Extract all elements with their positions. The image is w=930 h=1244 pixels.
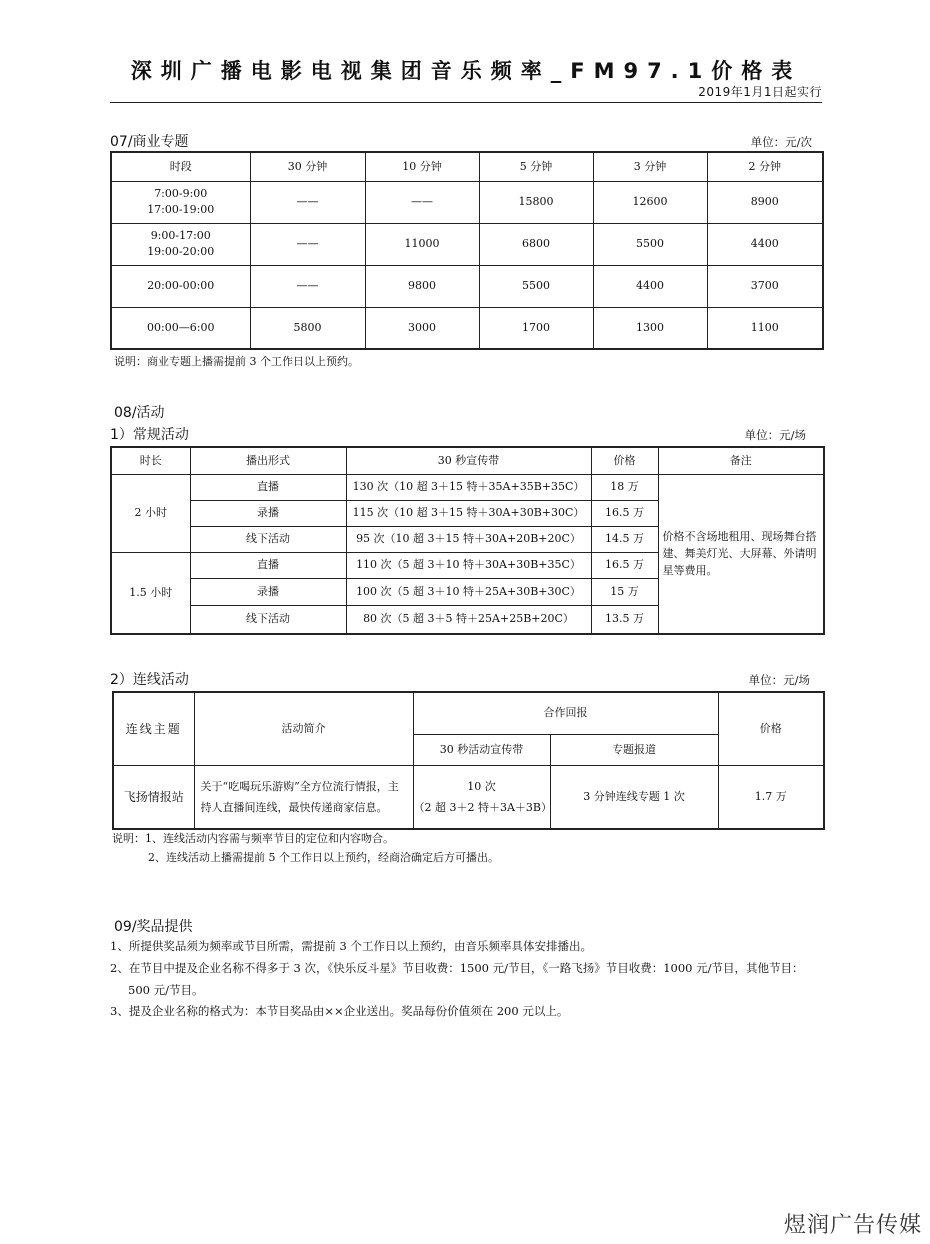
column-header: 10 分钟 bbox=[365, 152, 479, 181]
price-cell: 11000 bbox=[365, 223, 479, 265]
broadcast-form-cell: 线下活动 bbox=[190, 526, 346, 552]
column-header: 30 分钟 bbox=[250, 152, 365, 181]
effective-date: 2019年1月1日起实行 bbox=[698, 85, 822, 99]
price-cell: —— bbox=[250, 181, 365, 223]
price-cell: 1100 bbox=[707, 307, 823, 349]
promo-cell: 130 次（10 超 3＋15 特＋35A+35B+35C） bbox=[346, 474, 591, 500]
report-cell: 3 分钟连线专题 1 次 bbox=[550, 765, 718, 829]
price-cell: —— bbox=[250, 223, 365, 265]
column-header: 时长 bbox=[111, 447, 190, 474]
broadcast-form-cell: 录播 bbox=[190, 500, 346, 526]
duration-cell: 2 小时 bbox=[111, 474, 190, 552]
page-title: 深圳广播电影电视集团音乐频率_FM97.1价格表 bbox=[130, 59, 802, 83]
linkup-activity-table bbox=[112, 691, 825, 830]
price-cell: 14.5 万 bbox=[591, 526, 658, 552]
promo-cell: 80 次（5 超 3＋5 特＋25A+25B+20C） bbox=[346, 605, 591, 634]
table-row bbox=[113, 765, 824, 829]
price-cell: 5800 bbox=[250, 307, 365, 349]
price-cell: 15800 bbox=[479, 181, 593, 223]
linkup-activity-heading: 2）连线活动 bbox=[110, 672, 189, 688]
promo-cell: 110 次（5 超 3＋10 特＋30A+30B+35C） bbox=[346, 552, 591, 578]
promo-cell: 10 次 （2 超 3＋2 特＋3A＋3B） bbox=[413, 765, 550, 829]
time-slot-cell: 20:00-00:00 bbox=[111, 265, 250, 307]
table-row bbox=[111, 474, 824, 500]
column-header: 5 分钟 bbox=[479, 152, 593, 181]
price-cell: 1700 bbox=[479, 307, 593, 349]
price-cell: 5500 bbox=[479, 265, 593, 307]
price-cell: 3700 bbox=[707, 265, 823, 307]
price-cell: 8900 bbox=[707, 181, 823, 223]
promo-cell: 100 次（5 超 3＋10 特＋25A+30B+30C） bbox=[346, 578, 591, 605]
promo-cell: 95 次（10 超 3＋15 特＋30A+20B+20C） bbox=[346, 526, 591, 552]
price-cell: —— bbox=[365, 181, 479, 223]
time-slot-cell: 9:00-17:00 19:00-20:00 bbox=[111, 223, 250, 265]
price-cell: 18 万 bbox=[591, 474, 658, 500]
linkup-activity-unit: 单位：元/场 bbox=[748, 673, 810, 687]
column-header: 3 分钟 bbox=[593, 152, 707, 181]
time-slot-cell: 00:00—6:00 bbox=[111, 307, 250, 349]
column-header-theme: 连线主题 bbox=[113, 692, 194, 765]
price-cell: —— bbox=[250, 265, 365, 307]
intro-cell: 关于“吃喝玩乐游购”全方位流行情报，主持人直播间连线，最快传递商家信息。 bbox=[194, 765, 413, 829]
watermark: 煜润广告传媒 bbox=[783, 1213, 922, 1238]
linkup-note-1: 说明：1、连线活动内容需与频率节目的定位和内容吻合。 bbox=[112, 832, 394, 845]
price-cell: 1300 bbox=[593, 307, 707, 349]
price-cell: 13.5 万 bbox=[591, 605, 658, 634]
table-row bbox=[111, 223, 823, 265]
prize-item-2: 2、在节目中提及企业名称不得多于 3 次，《快乐反斗星》节目收费：1500 元/节目，《一路飞扬》节目收费：1000 元/节目，其他节目： bbox=[110, 961, 804, 975]
promo-cell: 115 次（10 超 3＋15 特＋30A+30B+30C） bbox=[346, 500, 591, 526]
table-header-row bbox=[111, 447, 824, 474]
table-header-row bbox=[113, 692, 824, 734]
table-row bbox=[111, 265, 823, 307]
price-cell: 1.7 万 bbox=[718, 765, 824, 829]
remark-cell: 价格不含场地租用、现场舞台搭建、舞美灯光、大屏幕、外请明星等费用。 bbox=[658, 474, 824, 634]
column-header-price: 价格 bbox=[718, 692, 824, 765]
column-header: 备注 bbox=[658, 447, 824, 474]
column-header-intro: 活动简介 bbox=[194, 692, 413, 765]
price-cell: 4400 bbox=[707, 223, 823, 265]
column-header: 30 秒宣传带 bbox=[346, 447, 591, 474]
column-header: 价格 bbox=[591, 447, 658, 474]
price-cell: 16.5 万 bbox=[591, 552, 658, 578]
price-cell: 3000 bbox=[365, 307, 479, 349]
column-header-return: 合作回报 bbox=[413, 692, 718, 734]
section-07-heading: 07/商业专题 bbox=[110, 134, 189, 150]
prize-item-2-cont: 500 元/节目。 bbox=[128, 983, 204, 997]
broadcast-form-cell: 直播 bbox=[190, 552, 346, 578]
column-header-report: 专题报道 bbox=[550, 734, 718, 765]
price-cell: 16.5 万 bbox=[591, 500, 658, 526]
regular-activity-table bbox=[110, 446, 825, 635]
column-header-promo: 30 秒活动宣传带 bbox=[413, 734, 550, 765]
price-cell: 9800 bbox=[365, 265, 479, 307]
duration-cell: 1.5 小时 bbox=[111, 552, 190, 634]
table-row bbox=[111, 181, 823, 223]
section-07-note: 说明：商业专题上播需提前 3 个工作日以上预约。 bbox=[114, 355, 359, 368]
theme-cell: 飞扬情报站 bbox=[113, 765, 194, 829]
broadcast-form-cell: 线下活动 bbox=[190, 605, 346, 634]
price-cell: 6800 bbox=[479, 223, 593, 265]
section-08-heading: 08/活动 bbox=[114, 405, 165, 421]
prize-item-3: 3、提及企业名称的格式为：本节目奖品由××企业送出。奖品每份价值须在 200 元以上。 bbox=[110, 1004, 569, 1018]
title-divider bbox=[110, 102, 822, 103]
broadcast-form-cell: 直播 bbox=[190, 474, 346, 500]
price-cell: 5500 bbox=[593, 223, 707, 265]
section-07-unit: 单位：元/次 bbox=[750, 135, 812, 149]
price-cell: 12600 bbox=[593, 181, 707, 223]
table-header-row bbox=[111, 152, 823, 181]
regular-activity-heading: 1）常规活动 bbox=[110, 427, 189, 443]
broadcast-form-cell: 录播 bbox=[190, 578, 346, 605]
column-header: 时段 bbox=[111, 152, 250, 181]
time-slot-cell: 7:00-9:00 17:00-19:00 bbox=[111, 181, 250, 223]
price-cell: 15 万 bbox=[591, 578, 658, 605]
table-row bbox=[111, 307, 823, 349]
price-cell: 4400 bbox=[593, 265, 707, 307]
column-header: 2 分钟 bbox=[707, 152, 823, 181]
business-feature-table bbox=[110, 151, 824, 350]
prize-item-1: 1、所提供奖品须为频率或节目所需，需提前 3 个工作日以上预约，由音乐频率具体安排播出。 bbox=[110, 939, 592, 953]
column-header: 播出形式 bbox=[190, 447, 346, 474]
linkup-note-2: 2、连线活动上播需提前 5 个工作日以上预约，经商洽确定后方可播出。 bbox=[148, 851, 499, 864]
section-09-heading: 09/奖品提供 bbox=[114, 919, 193, 935]
regular-activity-unit: 单位：元/场 bbox=[744, 428, 806, 442]
